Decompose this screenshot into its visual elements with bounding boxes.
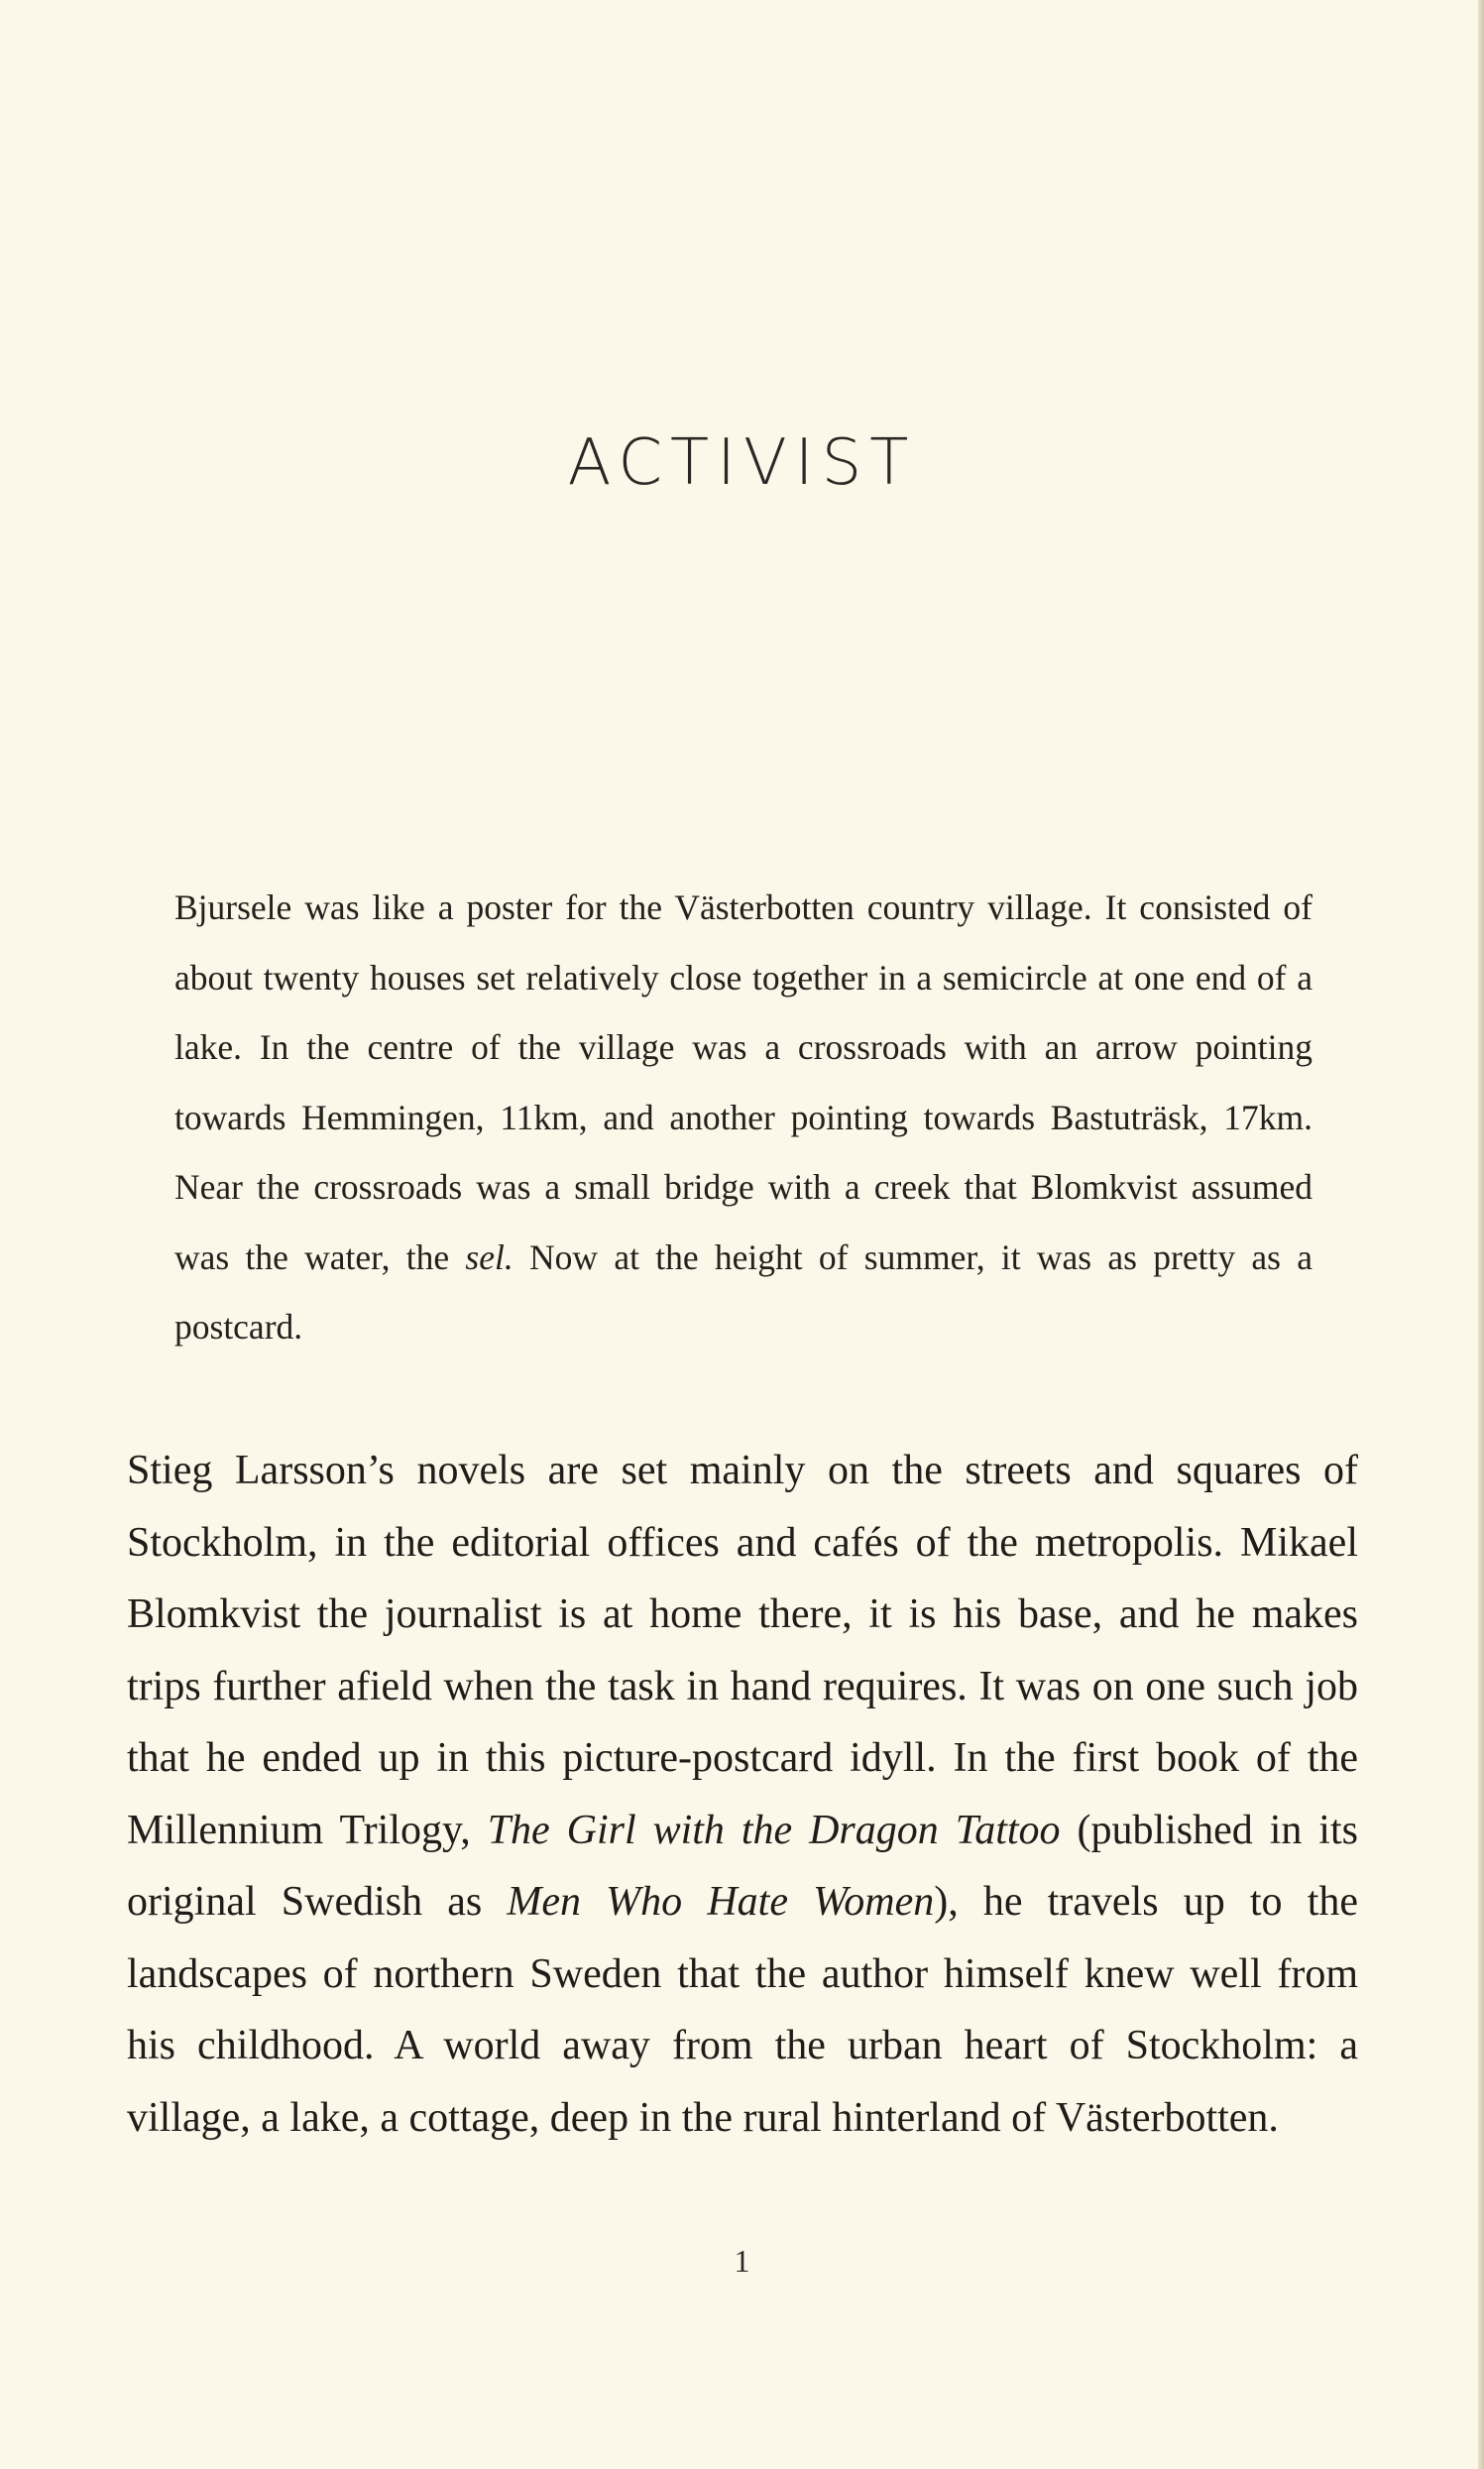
body-text [127,1435,1358,2154]
epigraph-text-2: Now at the height of summer, it was as pretty as a postcard. [174,1236,1313,1347]
body-paragraph [127,1435,1358,2154]
body-text-3: ), he travels up to the landscapes of northern Sweden that the author himself knew well from his childhood. A world away from the urban heart of Stockholm: a village, a lake, a cottage, deep in the rural hinterland of Västerbotten. [127,1879,1359,2141]
epigraph-paragraph [174,873,1313,1362]
page-number: 1 [734,2243,750,2279]
epigraph-quote [174,873,1313,1362]
book-title-italic: The Girl with the Dragon Tattoo [487,1807,1061,1853]
body-text-1: Stieg Larsson’s novels are set mainly on the streets and squares of Stockholm, in the editorial offices and cafés of the metropolis. Mikael Blomkvist the journalist is at home there, it is his base, and he makes trips further afield when the task in hand requires. It was on one such job that he ended up in this picture-postcard idyll. In the first book of the Millennium Trilogy, [127,1448,1358,1853]
chapter-title: ACTIVIST [567,426,917,500]
epigraph-text-1: Bjursele was like a poster for the Västerbotten country village. It consisted of about twenty houses set relatively close together in a semicircle at one end of a lake. In the centre of the village was a crossroads with an arrow pointing towards Hemmingen, 11km, and another pointing towards Bastuträsk, 17km. Near the crossroads was a small bridge with a creek that Blomkvist assumed was the water, the [174,887,1313,1277]
epigraph-italic-word: sel. [465,1236,514,1277]
swedish-title-italic: Men Who Hate Women [507,1879,935,1925]
page-edge [1478,0,1484,2469]
body-text-2: (published in its original Swedish as [127,1807,1358,1925]
